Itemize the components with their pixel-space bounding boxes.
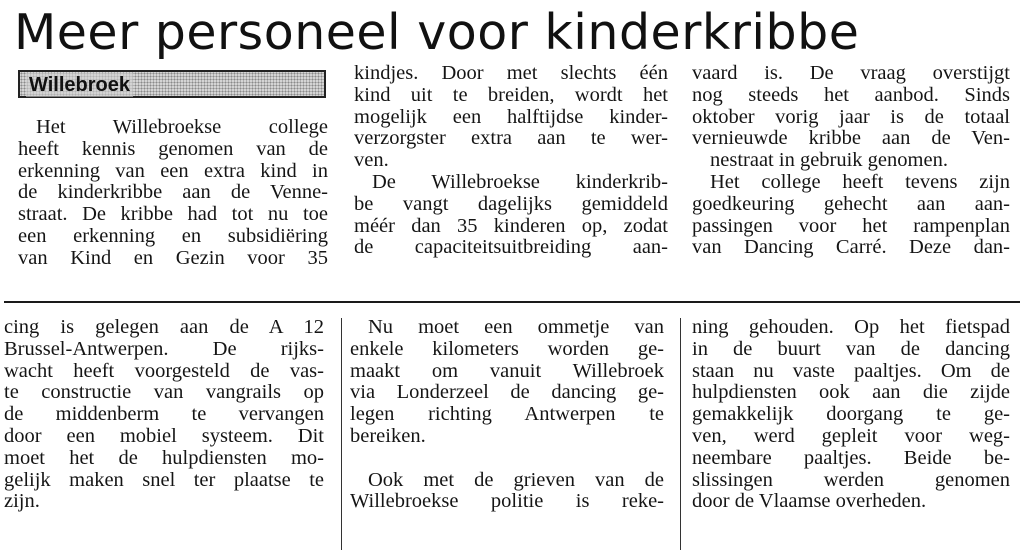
text-line: enkele kilometers worden ge- [350, 337, 664, 360]
text-line: van Dancing Carré. Deze dan- [692, 236, 1010, 259]
text-line: in de buurt van de dancing [692, 337, 1010, 360]
text-line: oktober vorig jaar is de totaal [692, 105, 1010, 128]
column-top-2 [354, 63, 668, 259]
text-line: kindjes. Door met slechts één [354, 62, 668, 84]
section-tag-label: Willebroek [26, 73, 133, 97]
text-line: Het Willebroekse college [36, 116, 328, 138]
text-line: erkenning van een extra kind in [18, 159, 328, 182]
text-line: nestraat in gebruik genomen. [710, 149, 948, 172]
text-line: goedkeuring gehecht aan aan- [692, 192, 1010, 215]
text-line: ven, werd gepleit voor weg- [692, 424, 1010, 447]
text-line: slissingen werden genomen [692, 468, 1010, 491]
column-bottom-1 [4, 317, 324, 513]
text-line: legen richting Antwerpen te [350, 403, 664, 426]
text-line: ning gehouden. Op het fietspad [692, 316, 1010, 338]
text-line: te constructie van vangrails op [4, 381, 324, 404]
text-line: bereiken. [350, 424, 426, 447]
text-line: door de Vlaamse overheden. [692, 490, 927, 513]
text-line: van Kind en Gezin voor 35 [18, 246, 328, 269]
text-line: Nu moet een ommetje van [368, 316, 664, 338]
text-line: cing is gelegen aan de A 12 [4, 316, 324, 338]
text-line: staan nu vaste paaltjes. Om de [692, 359, 1010, 382]
text-line: Willebroekse politie is reke- [350, 490, 664, 513]
text-line: via Londerzeel de dancing ge- [350, 381, 664, 404]
text-line: hulpdiensten ook aan die zijde [692, 381, 1010, 404]
text-line: Ook met de grieven van de [368, 468, 664, 491]
column-divider [680, 318, 681, 550]
text-line: wacht heeft voorgesteld de vas- [4, 359, 324, 382]
text-line: kind uit te breiden, wordt het [354, 83, 668, 106]
text-line: nog steeds het aanbod. Sinds [692, 83, 1010, 106]
text-line: vaard is. De vraag overstijgt [692, 62, 1010, 84]
text-line: verzorgster extra aan te wer- [354, 127, 668, 150]
text-line: neembare paaltjes. Beide be- [692, 446, 1010, 469]
column-bottom-3 [692, 317, 1010, 513]
text-line: mogelijk een halftijdse kinder- [354, 105, 668, 128]
text-line: moet het de hulpdiensten mo- [4, 446, 324, 469]
text-line: maakt om vanuit Willebroek [350, 359, 664, 382]
column-top-1 [18, 117, 328, 270]
text-line: Brussel-Antwerpen. De rijks- [4, 337, 324, 360]
text-line: door een mobiel systeem. Dit [4, 424, 324, 447]
section-tag [18, 70, 326, 98]
paragraph-gap [350, 448, 664, 470]
text-line: de capaciteitsuitbreiding aan- [354, 236, 668, 259]
headline: Meer personeel voor kinderkribbe [14, 4, 860, 61]
text-line: de middenberm te vervangen [4, 403, 324, 426]
text-line: De Willebroekse kinderkrib- [372, 170, 668, 193]
text-line: gemakkelijk doorgang te ge- [692, 403, 1010, 426]
text-line: een erkenning en subsidiëring [18, 224, 328, 247]
text-line: be vangt dagelijks gemiddeld [354, 192, 668, 215]
text-line: Het college heeft tevens zijn [710, 170, 1010, 193]
text-line: gelijk maken snel ter plaatse te [4, 468, 324, 491]
text-line: de kinderkribbe aan de Venne- [18, 181, 328, 204]
text-line: zijn. [4, 490, 40, 513]
text-line: straat. De kribbe had tot nu toe [18, 203, 328, 226]
horizontal-rule [4, 301, 1020, 303]
text-line: méér dan 35 kinderen op, zodat [354, 214, 668, 237]
column-divider [341, 318, 342, 550]
column-bottom-2 [350, 317, 664, 513]
text-line: vernieuwde kribbe aan de Ven- [692, 127, 1010, 150]
text-line: heeft kennis genomen van de [18, 137, 328, 160]
column-top-3 [692, 63, 1010, 259]
text-line: ven. [354, 149, 389, 172]
text-line: passingen voor het rampenplan [692, 214, 1010, 237]
